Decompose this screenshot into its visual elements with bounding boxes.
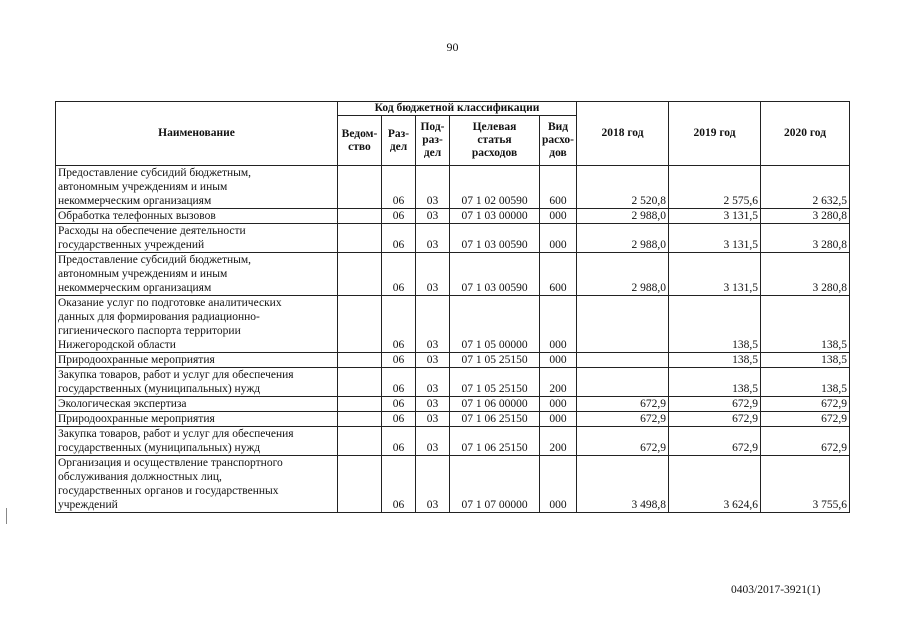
- cell-podrazdel: 03: [416, 397, 450, 412]
- cell-vid: 000: [540, 296, 577, 353]
- cell-vedomstvo: [338, 253, 382, 296]
- cell-vid: 200: [540, 427, 577, 456]
- cell-name: Природоохранные мероприятия: [56, 412, 338, 427]
- header-name: Наименование: [56, 102, 338, 166]
- cell-podrazdel: 03: [416, 166, 450, 209]
- table-row: [56, 397, 850, 412]
- cell-2018: 2 988,0: [577, 253, 669, 296]
- header-2018: 2018 год: [577, 102, 669, 166]
- cell-2019: 138,5: [669, 368, 761, 397]
- cell-2018: 2 988,0: [577, 224, 669, 253]
- cell-2019: 138,5: [669, 296, 761, 353]
- table-row: [56, 166, 850, 209]
- cell-2020: 672,9: [761, 397, 850, 412]
- cell-celevaya: 07 1 05 25150: [450, 353, 540, 368]
- table-row: [56, 296, 850, 353]
- cell-razdel: 06: [382, 253, 416, 296]
- table-row: [56, 209, 850, 224]
- cell-2020: 138,5: [761, 296, 850, 353]
- cell-vid: 600: [540, 166, 577, 209]
- cell-podrazdel: 03: [416, 412, 450, 427]
- cell-razdel: 06: [382, 368, 416, 397]
- cell-podrazdel: 03: [416, 353, 450, 368]
- cell-vedomstvo: [338, 397, 382, 412]
- cell-vid: 200: [540, 368, 577, 397]
- cell-2019: 3 131,5: [669, 209, 761, 224]
- cell-celevaya: 07 1 06 25150: [450, 427, 540, 456]
- header-2020: 2020 год: [761, 102, 850, 166]
- cell-podrazdel: 03: [416, 368, 450, 397]
- document-code: 0403/2017-3921(1): [731, 584, 821, 596]
- cell-2020: 3 280,8: [761, 253, 850, 296]
- cell-razdel: 06: [382, 397, 416, 412]
- cell-name: Предоставление субсидий бюджетным, автономным учреждениям и иным некоммерческим организациям: [56, 166, 338, 209]
- table-row: [56, 456, 850, 513]
- cell-vedomstvo: [338, 368, 382, 397]
- header-2019: 2019 год: [669, 102, 761, 166]
- cell-2020: 3 280,8: [761, 209, 850, 224]
- cell-2018: [577, 296, 669, 353]
- cell-podrazdel: 03: [416, 296, 450, 353]
- cell-name: Закупка товаров, работ и услуг для обеспечения государственных (муниципальных) нужд: [56, 368, 338, 397]
- cell-vedomstvo: [338, 224, 382, 253]
- cell-razdel: 06: [382, 296, 416, 353]
- header-celevaya: Целевая статья расходов: [450, 116, 540, 166]
- header-vedomstvo: Ведом- ство: [338, 116, 382, 166]
- cell-2019: 3 131,5: [669, 253, 761, 296]
- cell-name: Оказание услуг по подготовке аналитических данных для формирования радиационно- гигиенического паспорта территории Нижегородской области: [56, 296, 338, 353]
- cell-2018: 2 988,0: [577, 209, 669, 224]
- cell-celevaya: 07 1 07 00000: [450, 456, 540, 513]
- table-row: [56, 224, 850, 253]
- cell-celevaya: 07 1 03 00590: [450, 253, 540, 296]
- cell-2020: 138,5: [761, 353, 850, 368]
- page-number: 90: [446, 40, 459, 54]
- cell-2019: 672,9: [669, 412, 761, 427]
- cell-podrazdel: 03: [416, 209, 450, 224]
- header-razdel: Раз- дел: [382, 116, 416, 166]
- header-podrazdel: Под- раз- дел: [416, 116, 450, 166]
- cell-2018: 2 520,8: [577, 166, 669, 209]
- table-row: [56, 427, 850, 456]
- cell-vid: 000: [540, 456, 577, 513]
- cell-vedomstvo: [338, 353, 382, 368]
- cell-razdel: 06: [382, 353, 416, 368]
- cell-2020: 672,9: [761, 427, 850, 456]
- cell-2020: 138,5: [761, 368, 850, 397]
- cell-podrazdel: 03: [416, 456, 450, 513]
- table-row: [56, 353, 850, 368]
- cell-razdel: 06: [382, 456, 416, 513]
- cell-vedomstvo: [338, 427, 382, 456]
- cell-vedomstvo: [338, 166, 382, 209]
- budget-table: [55, 101, 850, 513]
- cell-2020: 3 280,8: [761, 224, 850, 253]
- cell-2020: 2 632,5: [761, 166, 850, 209]
- table-row: [56, 253, 850, 296]
- cell-2019: 672,9: [669, 427, 761, 456]
- table-row: [56, 368, 850, 397]
- cell-2018: 672,9: [577, 412, 669, 427]
- cell-2018: 3 498,8: [577, 456, 669, 513]
- cell-2020: 672,9: [761, 412, 850, 427]
- cell-vid: 000: [540, 412, 577, 427]
- cell-2019: 2 575,6: [669, 166, 761, 209]
- cell-podrazdel: 03: [416, 427, 450, 456]
- cell-vid: 000: [540, 397, 577, 412]
- cell-razdel: 06: [382, 166, 416, 209]
- cell-name: Закупка товаров, работ и услуг для обеспечения государственных (муниципальных) нужд: [56, 427, 338, 456]
- cell-celevaya: 07 1 03 00000: [450, 209, 540, 224]
- cell-vedomstvo: [338, 412, 382, 427]
- cell-name: Обработка телефонных вызовов: [56, 209, 338, 224]
- cell-name: Организация и осуществление транспортного обслуживания должностных лиц, государственных органов и государственных учреждений: [56, 456, 338, 513]
- scan-margin-mark: [6, 508, 7, 524]
- cell-vid: 600: [540, 253, 577, 296]
- cell-vedomstvo: [338, 296, 382, 353]
- header-vid: Вид расхо- дов: [540, 116, 577, 166]
- cell-2018: [577, 368, 669, 397]
- cell-celevaya: 07 1 02 00590: [450, 166, 540, 209]
- cell-name: Природоохранные мероприятия: [56, 353, 338, 368]
- cell-vid: 000: [540, 209, 577, 224]
- cell-2019: 3 131,5: [669, 224, 761, 253]
- cell-razdel: 06: [382, 224, 416, 253]
- cell-2019: 672,9: [669, 397, 761, 412]
- cell-2018: [577, 353, 669, 368]
- cell-vedomstvo: [338, 456, 382, 513]
- cell-razdel: 06: [382, 412, 416, 427]
- cell-razdel: 06: [382, 209, 416, 224]
- header-budget-code: Код бюджетной классификации: [338, 102, 577, 116]
- cell-podrazdel: 03: [416, 224, 450, 253]
- cell-name: Экологическая экспертиза: [56, 397, 338, 412]
- cell-celevaya: 07 1 03 00590: [450, 224, 540, 253]
- cell-vedomstvo: [338, 209, 382, 224]
- cell-celevaya: 07 1 06 00000: [450, 397, 540, 412]
- cell-razdel: 06: [382, 427, 416, 456]
- cell-2018: 672,9: [577, 397, 669, 412]
- cell-celevaya: 07 1 05 00000: [450, 296, 540, 353]
- cell-vid: 000: [540, 224, 577, 253]
- cell-2019: 3 624,6: [669, 456, 761, 513]
- cell-2019: 138,5: [669, 353, 761, 368]
- cell-celevaya: 07 1 05 25150: [450, 368, 540, 397]
- cell-vid: 000: [540, 353, 577, 368]
- cell-podrazdel: 03: [416, 253, 450, 296]
- table-row: [56, 412, 850, 427]
- cell-2018: 672,9: [577, 427, 669, 456]
- cell-2020: 3 755,6: [761, 456, 850, 513]
- cell-celevaya: 07 1 06 25150: [450, 412, 540, 427]
- cell-name: Расходы на обеспечение деятельности государственных учреждений: [56, 224, 338, 253]
- cell-name: Предоставление субсидий бюджетным, автономным учреждениям и иным некоммерческим организациям: [56, 253, 338, 296]
